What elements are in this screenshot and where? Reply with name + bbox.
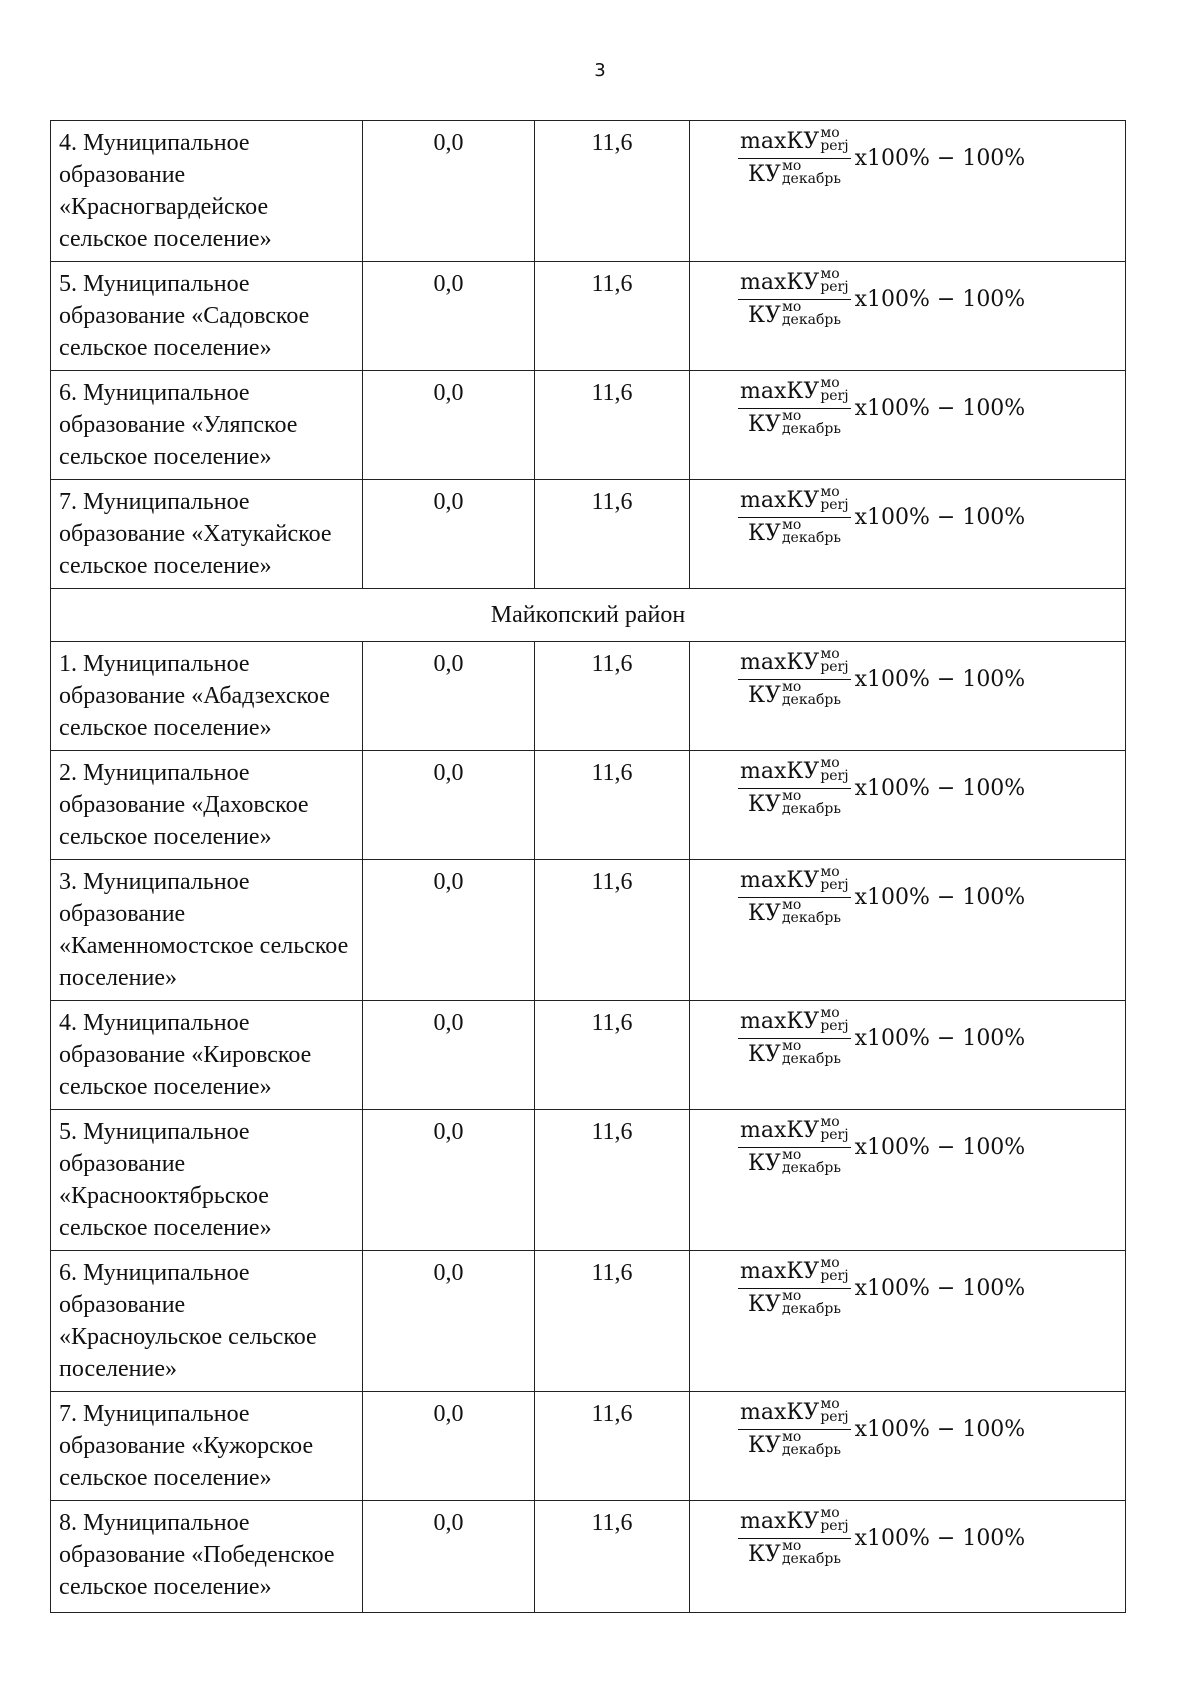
formula-tail: x100% − 100% bbox=[854, 1525, 1026, 1551]
formula-fraction bbox=[738, 1396, 851, 1459]
formula-numerator bbox=[738, 755, 851, 789]
min-value: 0,0 bbox=[363, 1501, 535, 1613]
formula-numerator bbox=[738, 646, 851, 680]
denominator-indices bbox=[782, 1149, 841, 1175]
formula-tail: x100% − 100% bbox=[854, 145, 1026, 171]
denominator-indices bbox=[782, 519, 841, 545]
denominator-sup: мо bbox=[781, 299, 802, 315]
formula-denominator bbox=[738, 680, 843, 709]
numerator-main: maxКУ bbox=[740, 1400, 820, 1425]
denominator-sup: мо bbox=[781, 1429, 802, 1445]
numerator-main: maxКУ bbox=[740, 270, 820, 295]
formula-fraction bbox=[738, 484, 851, 547]
municipality-name: 8. Муниципальное образование «Победенское сельское поселение» bbox=[51, 1501, 363, 1613]
denominator-main: КУ bbox=[748, 162, 781, 187]
formula-tail: x100% − 100% bbox=[854, 504, 1026, 530]
municipality-name: 3. Муниципальное образование «Каменномостское сельское поселение» bbox=[51, 860, 363, 1001]
min-value: 0,0 bbox=[363, 1251, 535, 1392]
formula-cell bbox=[690, 642, 1126, 751]
table-row bbox=[51, 860, 1126, 1001]
numerator-main: maxКУ bbox=[740, 1509, 820, 1534]
formula-numerator bbox=[738, 484, 851, 518]
min-value: 0,0 bbox=[363, 262, 535, 371]
numerator-main: maxКУ bbox=[740, 650, 820, 675]
growth-formula bbox=[738, 266, 1117, 329]
numerator-main: maxКУ bbox=[740, 1118, 820, 1143]
formula-denominator bbox=[738, 518, 843, 547]
formula-denominator bbox=[738, 409, 843, 438]
municipality-name: 1. Муниципальное образование «Абадзехское сельское поселение» bbox=[51, 642, 363, 751]
growth-formula bbox=[738, 1255, 1117, 1318]
growth-formula bbox=[738, 1005, 1117, 1068]
numerator-sup: мо bbox=[820, 375, 840, 391]
section-title: Майкопский район bbox=[51, 589, 1126, 642]
denominator-main: КУ bbox=[748, 901, 781, 926]
formula-cell bbox=[690, 860, 1126, 1001]
formula-denominator bbox=[738, 898, 843, 927]
formula-numerator bbox=[738, 125, 851, 159]
numerator-indices bbox=[820, 486, 848, 512]
denominator-indices bbox=[782, 790, 841, 816]
formula-fraction bbox=[738, 864, 851, 927]
min-value: 0,0 bbox=[363, 642, 535, 751]
formula-tail: x100% − 100% bbox=[854, 884, 1026, 910]
formula-cell bbox=[690, 1392, 1126, 1501]
formula-numerator bbox=[738, 1255, 851, 1289]
formula-numerator bbox=[738, 1505, 851, 1539]
denominator-indices bbox=[782, 899, 841, 925]
formula-cell bbox=[690, 371, 1126, 480]
formula-fraction bbox=[738, 1005, 851, 1068]
denominator-main: КУ bbox=[748, 792, 781, 817]
numerator-sup: мо bbox=[820, 1005, 840, 1021]
denominator-sup: мо bbox=[781, 679, 802, 695]
denominator-main: КУ bbox=[748, 683, 781, 708]
formula-cell bbox=[690, 262, 1126, 371]
numerator-sub: perj bbox=[820, 138, 849, 154]
numerator-sub: perj bbox=[820, 1018, 849, 1034]
max-value: 11,6 bbox=[535, 1110, 690, 1251]
denominator-sub: декабрь bbox=[781, 1051, 841, 1067]
denominator-main: КУ bbox=[748, 1042, 781, 1067]
formula-denominator bbox=[738, 1148, 843, 1177]
numerator-sup: мо bbox=[820, 755, 840, 771]
growth-formula bbox=[738, 125, 1117, 188]
max-value: 11,6 bbox=[535, 1392, 690, 1501]
denominator-indices bbox=[782, 1290, 841, 1316]
max-value: 11,6 bbox=[535, 262, 690, 371]
numerator-sub: perj bbox=[820, 1409, 849, 1425]
numerator-sup: мо bbox=[820, 1255, 840, 1271]
numerator-indices bbox=[820, 1507, 848, 1533]
formula-fraction bbox=[738, 375, 851, 438]
formula-numerator bbox=[738, 266, 851, 300]
min-value: 0,0 bbox=[363, 1110, 535, 1251]
numerator-sub: perj bbox=[820, 497, 849, 513]
numerator-main: maxКУ bbox=[740, 759, 820, 784]
numerator-main: maxКУ bbox=[740, 1259, 820, 1284]
numerator-sub: perj bbox=[820, 1268, 849, 1284]
denominator-indices bbox=[782, 301, 841, 327]
denominator-indices bbox=[782, 410, 841, 436]
denominator-indices bbox=[782, 1040, 841, 1066]
min-value: 0,0 bbox=[363, 371, 535, 480]
table-row bbox=[51, 642, 1126, 751]
growth-formula bbox=[738, 1114, 1117, 1177]
max-value: 11,6 bbox=[535, 1251, 690, 1392]
municipality-name: 6. Муниципальное образование «Уляпское сельское поселение» bbox=[51, 371, 363, 480]
growth-formula bbox=[738, 646, 1117, 709]
growth-formula bbox=[738, 1396, 1117, 1459]
denominator-main: КУ bbox=[748, 1433, 781, 1458]
min-value: 0,0 bbox=[363, 1001, 535, 1110]
municipality-name: 6. Муниципальное образование «Красноульское сельское поселение» bbox=[51, 1251, 363, 1392]
formula-cell bbox=[690, 480, 1126, 589]
numerator-indices bbox=[820, 1116, 848, 1142]
denominator-indices bbox=[782, 1540, 841, 1566]
numerator-sub: perj bbox=[820, 877, 849, 893]
formula-fraction bbox=[738, 1505, 851, 1568]
max-value: 11,6 bbox=[535, 121, 690, 262]
numerator-sub: perj bbox=[820, 388, 849, 404]
formula-cell bbox=[690, 121, 1126, 262]
denominator-sup: мо bbox=[781, 897, 802, 913]
denominator-sub: декабрь bbox=[781, 312, 841, 328]
denominator-sub: декабрь bbox=[781, 692, 841, 708]
denominator-sup: мо bbox=[781, 788, 802, 804]
numerator-sub: perj bbox=[820, 768, 849, 784]
municipality-name: 7. Муниципальное образование «Хатукайское сельское поселение» bbox=[51, 480, 363, 589]
numerator-sub: perj bbox=[820, 1518, 849, 1534]
formula-tail: x100% − 100% bbox=[854, 1134, 1026, 1160]
formula-denominator bbox=[738, 789, 843, 818]
formula-numerator bbox=[738, 1005, 851, 1039]
max-value: 11,6 bbox=[535, 1501, 690, 1613]
formula-tail: x100% − 100% bbox=[854, 1025, 1026, 1051]
max-value: 11,6 bbox=[535, 860, 690, 1001]
page-number: 3 bbox=[594, 60, 606, 81]
min-value: 0,0 bbox=[363, 751, 535, 860]
numerator-indices bbox=[820, 1257, 848, 1283]
municipality-name: 7. Муниципальное образование «Кужорское сельское поселение» bbox=[51, 1392, 363, 1501]
table-row bbox=[51, 1392, 1126, 1501]
table-row bbox=[51, 1251, 1126, 1392]
denominator-sup: мо bbox=[781, 1038, 802, 1054]
numerator-sup: мо bbox=[820, 125, 840, 141]
numerator-sup: мо bbox=[820, 864, 840, 880]
max-value: 11,6 bbox=[535, 751, 690, 860]
table-row bbox=[51, 480, 1126, 589]
formula-numerator bbox=[738, 1114, 851, 1148]
numerator-main: maxКУ bbox=[740, 868, 820, 893]
min-value: 0,0 bbox=[363, 121, 535, 262]
formula-tail: x100% − 100% bbox=[854, 666, 1026, 692]
tariff-table bbox=[50, 120, 1126, 1613]
numerator-sup: мо bbox=[820, 646, 840, 662]
denominator-sub: декабрь bbox=[781, 421, 841, 437]
formula-tail: x100% − 100% bbox=[854, 1275, 1026, 1301]
municipality-name: 4. Муниципальное образование «Красногвардейское сельское поселение» bbox=[51, 121, 363, 262]
formula-cell bbox=[690, 1001, 1126, 1110]
table-row bbox=[51, 751, 1126, 860]
numerator-indices bbox=[820, 757, 848, 783]
min-value: 0,0 bbox=[363, 1392, 535, 1501]
numerator-main: maxКУ bbox=[740, 1009, 820, 1034]
min-value: 0,0 bbox=[363, 860, 535, 1001]
table-row bbox=[51, 1001, 1126, 1110]
municipality-name: 5. Муниципальное образование «Краснооктябрьское сельское поселение» bbox=[51, 1110, 363, 1251]
formula-numerator bbox=[738, 1396, 851, 1430]
numerator-main: maxКУ bbox=[740, 488, 820, 513]
denominator-sup: мо bbox=[781, 1538, 802, 1554]
formula-fraction bbox=[738, 1114, 851, 1177]
denominator-sup: мо bbox=[781, 1147, 802, 1163]
formula-cell bbox=[690, 1110, 1126, 1251]
table-row bbox=[51, 1501, 1126, 1613]
table-body bbox=[51, 121, 1126, 1613]
max-value: 11,6 bbox=[535, 480, 690, 589]
numerator-indices bbox=[820, 648, 848, 674]
min-value: 0,0 bbox=[363, 480, 535, 589]
formula-tail: x100% − 100% bbox=[854, 395, 1026, 421]
formula-denominator bbox=[738, 1539, 843, 1568]
numerator-sub: perj bbox=[820, 279, 849, 295]
table-row bbox=[51, 262, 1126, 371]
formula-cell bbox=[690, 1501, 1126, 1613]
denominator-sub: декабрь bbox=[781, 1301, 841, 1317]
denominator-sup: мо bbox=[781, 408, 802, 424]
numerator-main: maxКУ bbox=[740, 379, 820, 404]
denominator-sub: декабрь bbox=[781, 1551, 841, 1567]
numerator-sup: мо bbox=[820, 1114, 840, 1130]
table-row bbox=[51, 1110, 1126, 1251]
denominator-main: КУ bbox=[748, 1292, 781, 1317]
numerator-indices bbox=[820, 377, 848, 403]
denominator-main: КУ bbox=[748, 1151, 781, 1176]
growth-formula bbox=[738, 484, 1117, 547]
growth-formula bbox=[738, 375, 1117, 438]
denominator-sup: мо bbox=[781, 517, 802, 533]
denominator-indices bbox=[782, 160, 841, 186]
formula-tail: x100% − 100% bbox=[854, 1416, 1026, 1442]
formula-denominator bbox=[738, 1430, 843, 1459]
denominator-sub: декабрь bbox=[781, 1160, 841, 1176]
formula-fraction bbox=[738, 646, 851, 709]
formula-fraction bbox=[738, 1255, 851, 1318]
numerator-indices bbox=[820, 1398, 848, 1424]
formula-numerator bbox=[738, 375, 851, 409]
denominator-sup: мо bbox=[781, 1288, 802, 1304]
municipality-name: 5. Муниципальное образование «Садовское сельское поселение» bbox=[51, 262, 363, 371]
table-row bbox=[51, 121, 1126, 262]
denominator-sub: декабрь bbox=[781, 1442, 841, 1458]
formula-fraction bbox=[738, 125, 851, 188]
municipality-name: 4. Муниципальное образование «Кировское сельское поселение» bbox=[51, 1001, 363, 1110]
growth-formula bbox=[738, 1505, 1117, 1568]
max-value: 11,6 bbox=[535, 642, 690, 751]
numerator-sup: мо bbox=[820, 1396, 840, 1412]
max-value: 11,6 bbox=[535, 1001, 690, 1110]
denominator-sup: мо bbox=[781, 158, 802, 174]
numerator-sup: мо bbox=[820, 484, 840, 500]
numerator-sup: мо bbox=[820, 1505, 840, 1521]
section-row bbox=[51, 589, 1126, 642]
denominator-sub: декабрь bbox=[781, 910, 841, 926]
growth-formula bbox=[738, 755, 1117, 818]
denominator-main: КУ bbox=[748, 412, 781, 437]
formula-tail: x100% − 100% bbox=[854, 286, 1026, 312]
numerator-sub: perj bbox=[820, 1127, 849, 1143]
formula-denominator bbox=[738, 300, 843, 329]
table-row bbox=[51, 371, 1126, 480]
max-value: 11,6 bbox=[535, 371, 690, 480]
denominator-main: КУ bbox=[748, 1542, 781, 1567]
denominator-indices bbox=[782, 681, 841, 707]
denominator-main: КУ bbox=[748, 303, 781, 328]
numerator-indices bbox=[820, 866, 848, 892]
formula-fraction bbox=[738, 755, 851, 818]
formula-cell bbox=[690, 1251, 1126, 1392]
formula-cell bbox=[690, 751, 1126, 860]
numerator-sup: мо bbox=[820, 266, 840, 282]
numerator-sub: perj bbox=[820, 659, 849, 675]
formula-numerator bbox=[738, 864, 851, 898]
formula-denominator bbox=[738, 1039, 843, 1068]
formula-denominator bbox=[738, 159, 843, 188]
formula-fraction bbox=[738, 266, 851, 329]
formula-tail: x100% − 100% bbox=[854, 775, 1026, 801]
denominator-sub: декабрь bbox=[781, 801, 841, 817]
numerator-indices bbox=[820, 127, 848, 153]
growth-formula bbox=[738, 864, 1117, 927]
denominator-sub: декабрь bbox=[781, 530, 841, 546]
numerator-indices bbox=[820, 1007, 848, 1033]
formula-denominator bbox=[738, 1289, 843, 1318]
denominator-indices bbox=[782, 1431, 841, 1457]
numerator-main: maxКУ bbox=[740, 129, 820, 154]
denominator-sub: декабрь bbox=[781, 171, 841, 187]
denominator-main: КУ bbox=[748, 521, 781, 546]
municipality-name: 2. Муниципальное образование «Даховское сельское поселение» bbox=[51, 751, 363, 860]
numerator-indices bbox=[820, 268, 848, 294]
